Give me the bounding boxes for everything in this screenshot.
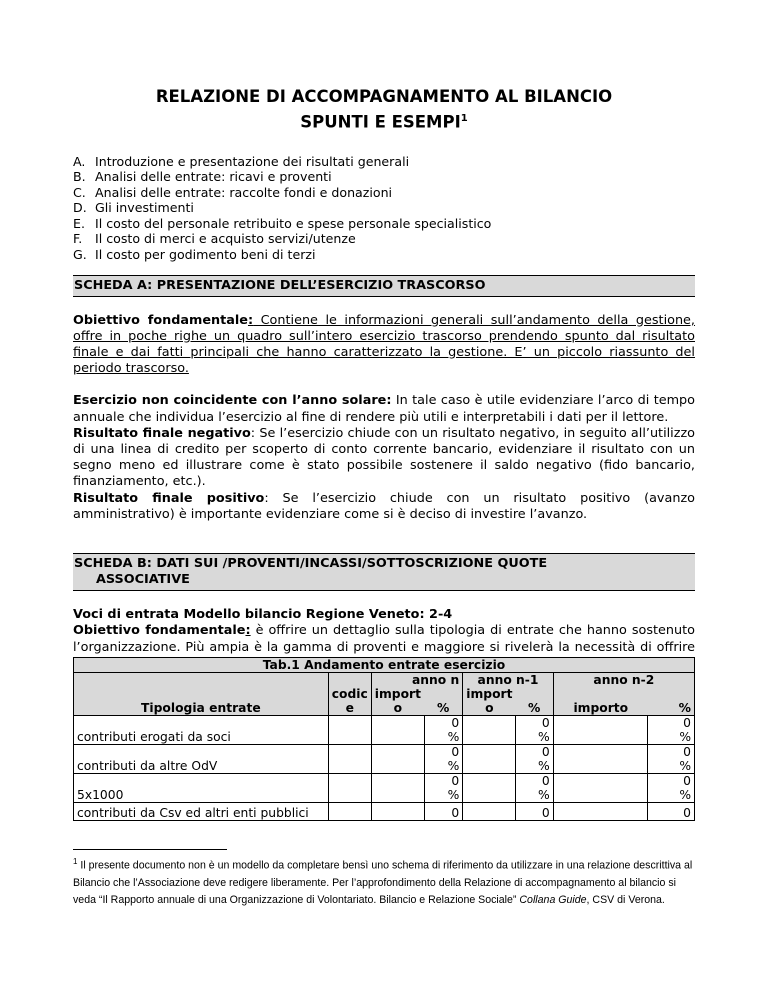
scheda-a-obiettivo	[73, 313, 695, 378]
table-row	[74, 716, 695, 745]
row-importo-n1	[463, 803, 516, 821]
table-row	[74, 745, 695, 774]
row-label: contributi da Csv ed altri enti pubblici	[74, 803, 329, 821]
obiettivo-b-text: è offrire un dettaglio sulla tipologia di entrate che hanno sostenuto l’organizzazione. Più ampia è la gamma di proventi e maggiore si rivelerà la necessità di offrire	[73, 623, 695, 655]
row-importo-n2	[553, 774, 648, 803]
header-spacer	[515, 687, 553, 701]
list-letter: B.	[73, 169, 86, 185]
row-pct-n2	[648, 774, 695, 803]
list-item	[73, 231, 695, 247]
footnote-italic: Collana Guide	[519, 894, 587, 907]
title-line-1: RELAZIONE DI ACCOMPAGNAMENTO AL BILANCIO	[155, 87, 613, 106]
obiettivo-text: Contiene le informazioni generali sull’andamento della gestione, offre in poche righe un quadro sull’intero esercizio trascorso prendendo spunto dal risultato finale e dai fatti principali che hanno caratterizzato la gestione. E’ un piccolo riassunto del periodo trascorso.	[73, 312, 696, 377]
row-importo-n1	[463, 716, 516, 745]
cell-value: 0	[683, 774, 691, 788]
cell-value: 0	[541, 774, 550, 788]
cell-value: 0	[451, 745, 460, 759]
esercizio-label: Esercizio non coincidente con l’anno solare:	[73, 393, 392, 409]
entrate-table	[73, 657, 695, 821]
scheda-b-heading-line-1: SCHEDA B: DATI SUI /PROVENTI/INCASSI/SOTTOSCRIZIONE QUOTE	[74, 556, 548, 572]
row-label: 5x1000	[74, 774, 329, 803]
row-importo-n1	[463, 774, 516, 803]
footnote-tail: , CSV di Verona.	[586, 894, 665, 907]
scheda-a-heading: SCHEDA A: PRESENTAZIONE DELL’ESERCIZIO TRASCORSO	[73, 275, 695, 297]
cell-pct: %	[447, 730, 460, 744]
list-text: Il costo del personale retribuito e spese personale specialistico	[95, 215, 492, 231]
list-item	[73, 185, 695, 201]
scheda-b-voci	[73, 607, 695, 623]
footnote	[73, 849, 695, 910]
row-pct-n1: 0	[515, 803, 553, 821]
row-codice	[328, 803, 371, 821]
row-codice	[328, 745, 371, 774]
cell-pct: %	[679, 730, 691, 744]
row-pct-n	[424, 745, 463, 774]
cell-value: 0	[683, 745, 691, 759]
col-importo-n1-b: o	[463, 701, 516, 716]
table-caption: Tab.1 Andamento entrate esercizio	[74, 658, 695, 673]
cell-value: 0	[541, 745, 550, 759]
list-item	[73, 247, 695, 263]
row-importo-n2	[553, 803, 648, 821]
scheda-b-heading-line-2: ASSOCIATIVE	[96, 572, 190, 588]
list-letter: G.	[73, 247, 87, 263]
cell-value: 0	[451, 716, 460, 730]
cell-pct: %	[679, 788, 691, 802]
col-anno-n: anno n	[371, 673, 462, 688]
list-text: Analisi delle entrate: ricavi e proventi	[95, 169, 332, 185]
col-codice-1: codic	[331, 687, 368, 701]
col-pct-n1: %	[515, 701, 553, 716]
footnote-rule	[73, 849, 227, 850]
row-pct-n	[424, 774, 463, 803]
contents-list	[73, 154, 695, 263]
obiettivo-label: Obiettivo fondamentale	[73, 312, 248, 328]
scheda-a-esercizio	[73, 393, 695, 425]
negativo-text: : Se l’esercizio chiude con un risultato negativo, in seguito all’utilizzo di una linea di credito per scoperto di conto corrente bancario, evidenziare il risultato con un segno meno ed illustrare come è stato possibile sostenere il saldo negativo (fido bancario, finanziamento, etc.).	[73, 425, 695, 490]
header-spacer	[424, 687, 463, 701]
cell-pct: %	[447, 759, 460, 773]
list-item	[73, 154, 695, 170]
header-spacer	[648, 687, 695, 701]
scheda-b-heading	[73, 553, 695, 591]
col-codice-2: e	[345, 701, 354, 715]
list-item	[73, 216, 695, 232]
list-letter: C.	[73, 184, 86, 200]
list-letter: A.	[73, 153, 86, 169]
col-importo-n-a: import	[371, 687, 424, 701]
row-pct-n2	[648, 716, 695, 745]
row-pct-n2	[648, 745, 695, 774]
row-pct-n2: 0	[648, 803, 695, 821]
row-pct-n	[424, 716, 463, 745]
list-letter: F.	[73, 231, 83, 247]
row-label: contributi da altre OdV	[74, 745, 329, 774]
row-pct-n1	[515, 774, 553, 803]
cell-pct: %	[538, 759, 550, 773]
list-text: Il costo per godimento beni di terzi	[95, 247, 316, 263]
footnote-ref[interactable]: 1	[460, 113, 468, 124]
list-item	[73, 200, 695, 216]
cell-pct: %	[538, 730, 550, 744]
row-importo-n	[371, 774, 424, 803]
cell-pct: %	[538, 788, 550, 802]
col-importo-n2: importo	[553, 701, 648, 716]
positivo-text: : Se l’esercizio chiude con un risultato positivo (avanzo amministrativo) è importante evidenziare come si è deciso di investire l’avanzo.	[73, 490, 695, 522]
cell-value: 0	[541, 716, 550, 730]
list-text: Gli investimenti	[95, 200, 194, 216]
header-spacer	[553, 687, 648, 701]
col-pct-n2: %	[648, 701, 695, 716]
title-line-2: SPUNTI E ESEMPI	[300, 112, 461, 132]
list-letter: E.	[73, 215, 85, 231]
obiettivo-b-label: Obiettivo fondamentale	[73, 623, 246, 639]
scheda-a-negativo	[73, 426, 695, 491]
row-importo-n1	[463, 745, 516, 774]
list-text: Introduzione e presentazione dei risultati generali	[95, 153, 410, 169]
cell-pct: %	[679, 759, 691, 773]
row-pct-n1	[515, 745, 553, 774]
footnote-body: Il presente documento non è un modello da completare bensì uno schema di riferimento da utilizzare in una relazione descrittiva al Bilancio che l’Associazione deve redigere liberamente. Per l’approfondimento della Relazione di accompagnamento al bilancio si veda “Il Rapporto annuale di una Organizzazione di Volontariato. Bilancio e Relazione Sociale”	[73, 859, 693, 907]
obiettivo-b-colon: :	[245, 623, 251, 639]
col-anno-n1: anno n-1	[463, 673, 553, 688]
col-importo-n-b: o	[371, 701, 424, 716]
list-item	[73, 169, 695, 185]
row-codice	[328, 716, 371, 745]
positivo-label: Risultato finale positivo	[73, 490, 265, 506]
col-anno-n2: anno n-2	[553, 673, 694, 688]
cell-value: 0	[683, 716, 691, 730]
cell-value: 0	[451, 774, 460, 788]
row-importo-n	[371, 745, 424, 774]
row-importo-n2	[553, 716, 648, 745]
col-tipologia: Tipologia entrate	[74, 673, 329, 716]
list-text: Il costo di merci e acquisto servizi/utenze	[95, 231, 356, 247]
col-codice	[328, 673, 371, 716]
document-page	[73, 86, 695, 672]
cell-pct: %	[447, 788, 460, 802]
row-label: contributi erogati da soci	[74, 716, 329, 745]
scheda-a-positivo	[73, 491, 695, 523]
footnote-text	[73, 853, 695, 910]
negativo-label: Risultato finale negativo	[73, 425, 251, 441]
list-text: Analisi delle entrate: raccolte fondi e donazioni	[95, 184, 393, 200]
row-importo-n	[371, 803, 424, 821]
esercizio-text: In tale caso è utile evidenziare l’arco di tempo annuale che individua l’esercizio al fine di rendere più utili e interpretabili i dati per il lettore.	[73, 393, 696, 425]
voci-label: Voci di entrata Modello bilancio Regione Veneto: 2-4	[73, 607, 453, 623]
row-importo-n2	[553, 745, 648, 774]
row-codice	[328, 774, 371, 803]
list-letter: D.	[73, 200, 87, 216]
table-row	[74, 803, 695, 821]
row-pct-n: 0	[424, 803, 463, 821]
document-title	[73, 86, 695, 134]
col-importo-n1-a: import	[463, 687, 516, 701]
obiettivo-colon: :	[247, 312, 254, 328]
footnote-number: 1	[73, 857, 78, 866]
col-pct-n: %	[424, 701, 463, 716]
row-pct-n1	[515, 716, 553, 745]
table-row	[74, 774, 695, 803]
row-importo-n	[371, 716, 424, 745]
